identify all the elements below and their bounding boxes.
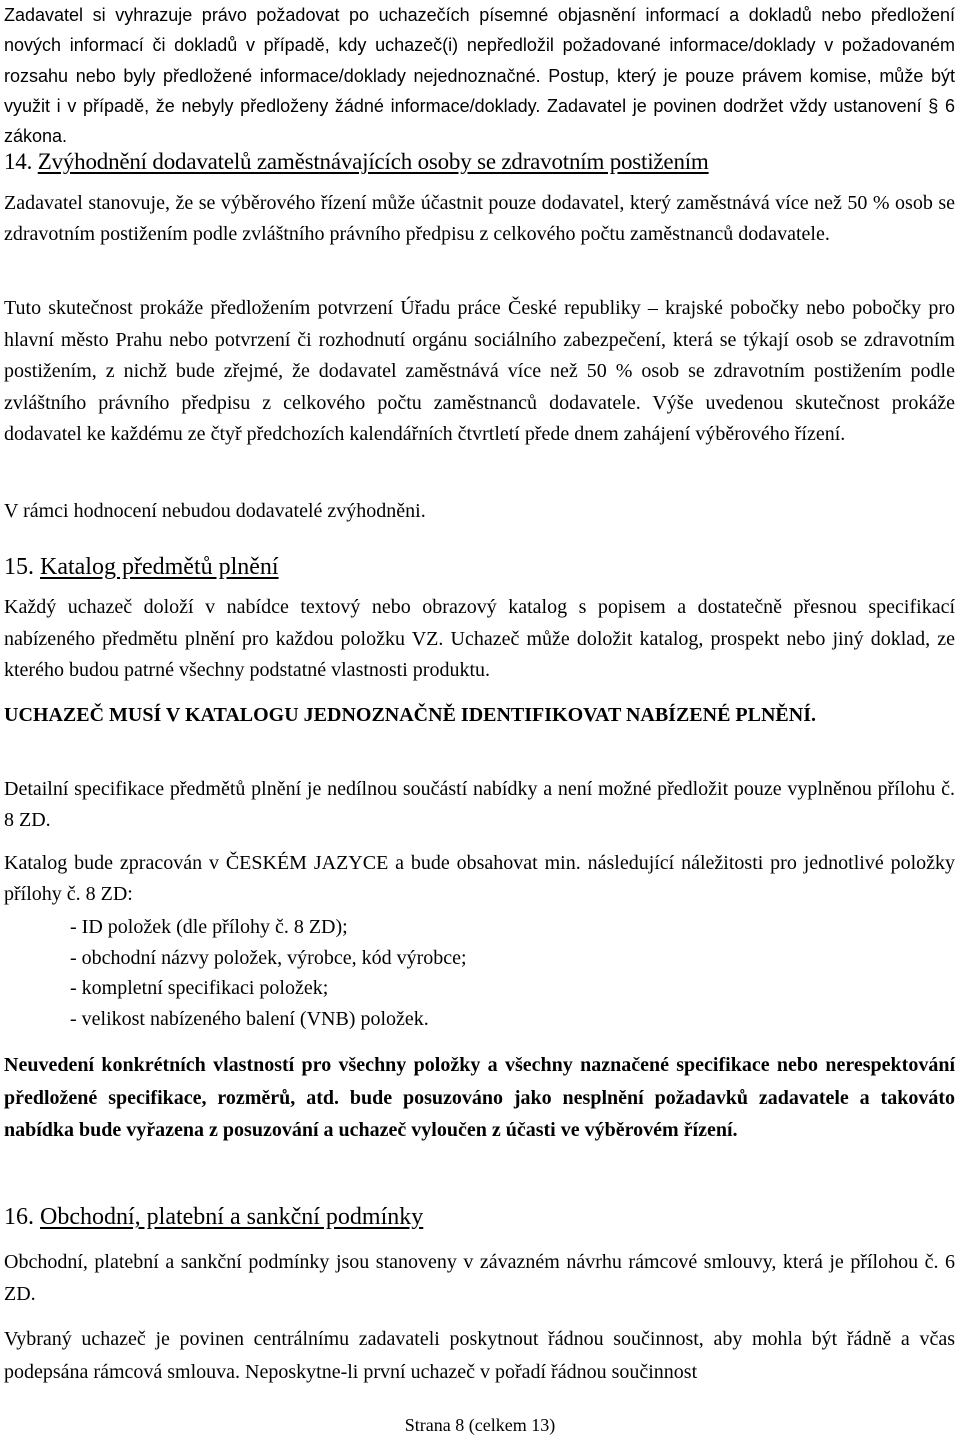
section-15-paragraph-4: Katalog bude zpracován v ČESKÉM JAZYCE a bude obsahovat min. následující náležitosti pro jednotlivé položky přílohy č. 8 ZD: (4, 852, 955, 905)
intro-paragraph: Zadavatel si vyhrazuje právo požadovat po uchazečích písemné objasnění informací a dokladů nebo předložení nových informací či dokladů v případě, kdy uchazeč(i) nepředložil požadované informace/doklady v požadovaném rozsahu nebo byly předložené informace/doklady nejednoznačné. Postup, který je pouze právem komise, může být využit i v případě, že nebyly předloženy žádné informace/doklady. Zadavatel je povinen dodržet vždy ustanovení § 6 zákona. (4, 5, 955, 147)
section-14-paragraph-2: Tuto skutečnost prokáže předložením potvrzení Úřadu práce České republiky – krajské pobočky nebo pobočky pro hlavní město Prahu nebo potvrzení či rozhodnutí orgánu sociálního zabezpečení, která se týkají osob se zdravotním postižením, z nichž bude zřejmé, že dodavatel zaměstnává více než 50 % osob se zdravotním postižením podle zvláštního právního předpisu z celkového počtu zaměstnanců dodavatele. Výše uvedenou skutečnost prokáže dodavatel ke každému ze čtyř předchozích kalendářních čtvrtletí přede dnem zahájení výběrového řízení. (4, 297, 955, 445)
section-15-emphasis: UCHAZEČ MUSÍ V KATALOGU JEDNOZNAČNĚ IDENTIFIKOVAT NABÍZENÉ PLNĚNÍ. (4, 704, 816, 726)
section-16-paragraph-1: Obchodní, platební a sankční podmínky jsou stanoveny v závazném návrhu rámcové smlouvy, která je přílohou č. 6 ZD. (4, 1251, 955, 1305)
section-15-title: Katalog předmětů plnění (40, 554, 279, 580)
list-item: - velikost nabízeného balení (VNB) položek. (70, 1007, 429, 1030)
section-16-number: 16. (4, 1204, 34, 1230)
section-16-title: Obchodní, platební a sankční podmínky (40, 1204, 424, 1230)
section-16-paragraph-2: Vybraný uchazeč je povinen centrálnímu zadavateli poskytnout řádnou součinnost, aby mohla být řádně a včas podepsána rámcová smlouva. Neposkytne-li první uchazeč v pořadí řádnou součinnost (4, 1328, 955, 1383)
section-16-heading (4, 1202, 423, 1232)
list-item: - obchodní názvy položek, výrobce, kód výrobce; (70, 946, 467, 969)
section-15-warning: Neuvedení konkrétních vlastností pro všechny položky a všechny naznačené specifikace nebo nerespektování předložené specifikace, rozměrů, atd. bude posuzováno jako nesplnění požadavků zadavatele a takováto nabídka bude vyřazena z posuzování a uchazeč vyloučen z účasti ve výběrovém řízení. (4, 1054, 955, 1141)
section-14-title: Zvýhodnění dodavatelů zaměstnávajících osoby se zdravotním postižením (37, 149, 709, 174)
list-item: - ID položek (dle přílohy č. 8 ZD); (70, 916, 348, 938)
section-14-number: 14. (4, 149, 33, 174)
catalog-requirements-list (4, 912, 467, 1034)
list-item: - kompletní specifikaci položek; (70, 977, 329, 999)
section-15-heading (4, 552, 279, 582)
section-15-paragraph-1: Každý uchazeč doloží v nabídce textový nebo obrazový katalog s popisem a dostatečně přesnou specifikací nabízeného předmětu plnění pro každou položku VZ. Uchazeč může doložit katalog, prospekt nebo jiný doklad, ze kterého budou patrné všechny podstatné vlastnosti produktu. (4, 596, 955, 681)
section-15-paragraph-3: Detailní specifikace předmětů plnění je nedílnou součástí nabídky a není možné předložit pouze vyplněnou přílohu č. 8 ZD. (4, 778, 955, 831)
section-14-heading (4, 147, 709, 177)
section-14-paragraph-1: Zadavatel stanovuje, že se výběrového řízení může účastnit pouze dodavatel, který zaměstnává více než 50 % osob se zdravotním postižením podle zvláštního právního předpisu z celkového počtu zaměstnanců dodavatele. (4, 192, 955, 245)
section-14-paragraph-3: V rámci hodnocení nebudou dodavatelé zvýhodněni. (4, 500, 426, 522)
page-number-footer: Strana 8 (celkem 13) (404, 1415, 556, 1435)
section-15-number: 15. (4, 554, 34, 580)
